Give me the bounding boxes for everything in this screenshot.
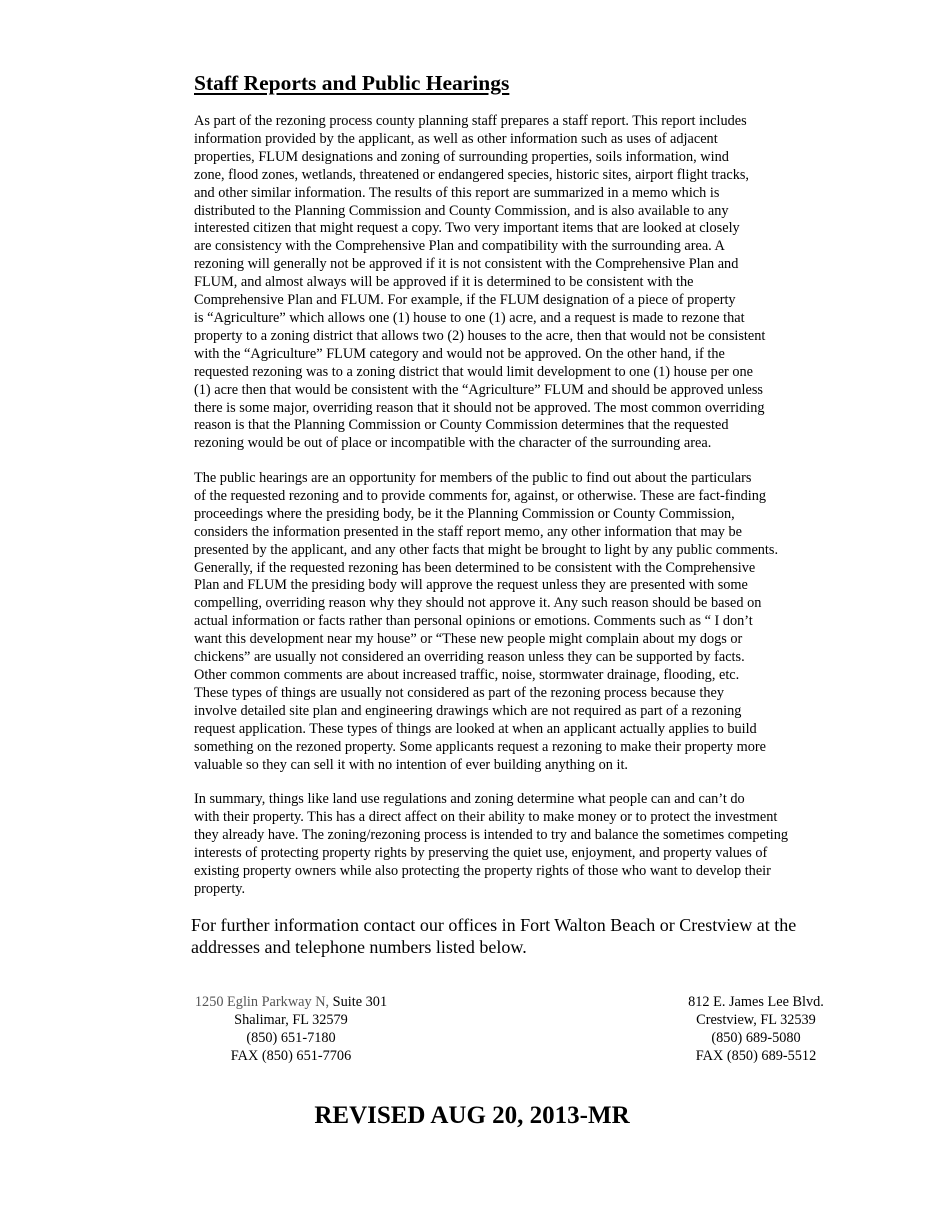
text-line: of the requested rezoning and to provide comments for, against, or otherwise. These are fact-finding [194, 487, 767, 504]
text-line: compelling, overriding reason why they should not approve it. Any such reason should be based on [194, 595, 762, 612]
text-line: valuable so they can sell it with no intention of ever building anything on it. [194, 756, 628, 773]
address-phone: (850) 651-7180 [246, 1030, 336, 1046]
text-line: The public hearings are an opportunity for members of the public to find out about the particulars [194, 470, 752, 486]
address-fax: FAX (850) 689-5512 [695, 1048, 817, 1064]
text-line: Comprehensive Plan and FLUM. For example, if the FLUM designation of a piece of property [194, 292, 736, 309]
text-line: they already have. The zoning/rezoning process is intended to try and balance the sometimes competing [194, 826, 789, 843]
text-line: distributed to the Planning Commission and County Commission, and is also available to any [194, 202, 729, 219]
revision-stamp: REVISED AUG 20, 2013-MR [314, 1102, 630, 1129]
address-street-name: 1250 Eglin Parkway N, [194, 994, 330, 1010]
text-line: property to a zoning district that allows two (2) houses to the acre, then that would not be consistent [194, 327, 766, 344]
text-line: addresses and telephone numbers listed below. [191, 937, 527, 957]
text-line: In summary, things like land use regulations and zoning determine what people can and can’t do [194, 791, 745, 807]
text-line: rezoning will generally not be approved if it is not consistent with the Comprehensive Plan and [194, 256, 739, 273]
text-line: there is some major, overriding reason that it should not be approved. The most common overriding [194, 399, 765, 416]
crestview-office-address [672, 993, 840, 1065]
text-line: involve detailed site plan and engineering drawings which are not required as part of a rezoning [194, 702, 742, 719]
contact-note [191, 914, 796, 958]
text-line: request application. These types of things are looked at when an applicant actually applies to build [194, 720, 757, 737]
address-suite: Suite 301 [329, 994, 388, 1010]
text-line: As part of the rezoning process county planning staff prepares a staff report. This report includes [194, 113, 747, 129]
text-line: Plan and FLUM the presiding body will approve the request unless they are presented with some [194, 577, 748, 594]
text-line: Other common comments are about increased traffic, noise, stormwater drainage, flooding, etc. [194, 666, 740, 683]
text-line: and other similar information. The results of this report are summarized in a memo which is [194, 184, 720, 201]
text-line: requested rezoning was to a zoning district that would limit development to one (1) house per one [194, 363, 754, 380]
address-street: 812 E. James Lee Blvd. [688, 994, 824, 1010]
text-line: presented by the applicant, and any other facts that might be brought to light by any public comments. [194, 541, 779, 558]
text-line: FLUM, and almost always will be approved if it is determined to be consistent with the [194, 274, 694, 291]
text-line: These types of things are usually not considered as part of the rezoning process because they [194, 684, 725, 701]
text-line: reason is that the Planning Commission or County Commission determines that the requested [194, 417, 729, 434]
address-phone: (850) 689-5080 [711, 1030, 801, 1046]
text-line: with the “Agriculture” FLUM category and would not be approved. On the other hand, if the [194, 345, 725, 362]
text-line: zone, flood zones, wetlands, threatened or endangered species, historic sites, airport flight tracks, [194, 166, 750, 183]
address-fax: FAX (850) 651-7706 [230, 1048, 352, 1064]
text-line: interests of protecting property rights by preserving the quiet use, enjoyment, and property values of [194, 844, 768, 861]
text-line: with their property. This has a direct affect on their ability to make money or to protect the investment [194, 808, 778, 825]
text-line: is “Agriculture” which allows one (1) house to one (1) acre, and a request is made to rezone that [194, 309, 745, 326]
address-city: Shalimar, FL 32579 [234, 1012, 348, 1028]
text-line: proceedings where the presiding body, be it the Planning Commission or County Commission, [194, 505, 735, 522]
text-line: Generally, if the requested rezoning has been determined to be consistent with the Comprehensive [194, 559, 756, 576]
text-line: want this development near my house” or “These new people might complain about my dogs or [194, 631, 743, 648]
page-title: Staff Reports and Public Hearings [194, 71, 510, 95]
address-city: Crestview, FL 32539 [696, 1012, 816, 1028]
staff-report-paragraph [194, 113, 844, 453]
text-line: property. [194, 880, 246, 897]
text-line: actual information or facts rather than personal opinions or emotions. Comments such as “ I don’t [194, 613, 753, 630]
shalimar-office-address [186, 993, 396, 1065]
text-line: considers the information presented in the staff report memo, any other information that may be [194, 523, 743, 540]
address-street [186, 993, 396, 1011]
text-line: For further information contact our offices in Fort Walton Beach or Crestview at the [191, 915, 797, 935]
text-line: (1) acre then that would be consistent with the “Agriculture” FLUM and should be approved unless [194, 381, 763, 398]
text-line: rezoning would be out of place or incompatible with the character of the surrounding area. [194, 435, 712, 452]
text-line: properties, FLUM designations and zoning of surrounding properties, soils information, wind [194, 148, 729, 165]
text-line: are consistency with the Comprehensive Plan and compatibility with the surrounding area. A [194, 238, 725, 255]
summary-paragraph [194, 791, 844, 898]
public-hearings-paragraph [194, 470, 844, 774]
text-line: existing property owners while also protecting the property rights of those who want to develop their [194, 862, 771, 879]
text-line: interested citizen that might request a copy. Two very important items that are looked at closely [194, 220, 740, 237]
text-line: chickens” are usually not considered an overriding reason unless they can be supported by facts. [194, 649, 745, 666]
text-line: information provided by the applicant, as well as other information such as uses of adjacent [194, 130, 718, 147]
text-line: something on the rezoned property. Some applicants request a rezoning to make their property more [194, 738, 766, 755]
